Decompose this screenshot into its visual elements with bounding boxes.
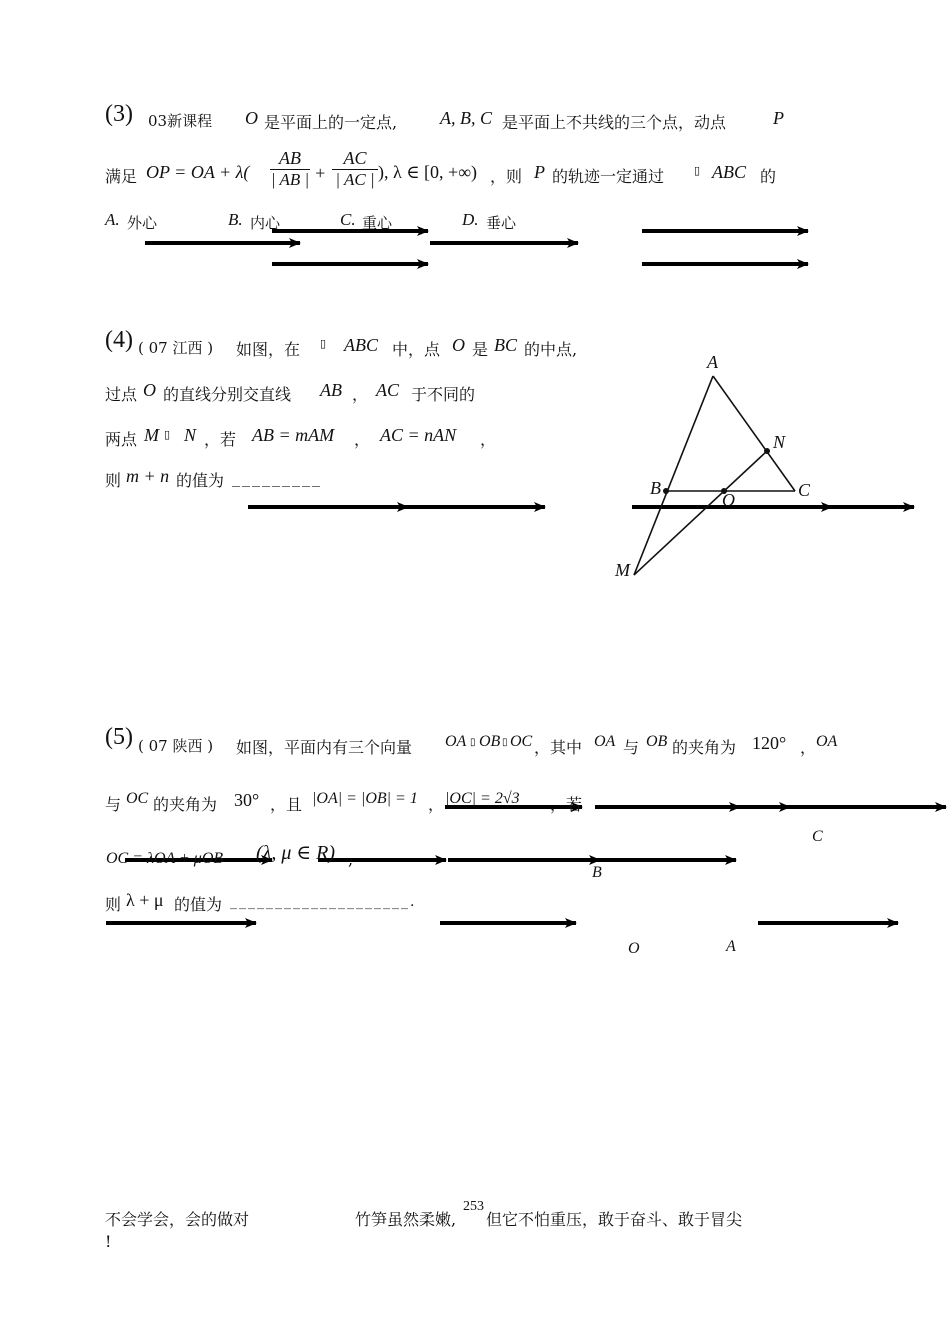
q4-var-n: N [184,425,197,445]
q4-var-bc: BC [494,335,518,355]
q3-var-abc2: ABC [712,162,746,182]
q3-option-c-text: 重心 [362,214,393,232]
fig-line-ma [634,376,713,575]
q4-text: 的直线分别交直线 [163,385,292,404]
q4-var-o: O [143,380,156,400]
q5-text: 则 [105,895,122,914]
q4-text: ， [480,430,497,449]
fig5-label-c: C [812,828,823,845]
q3-option-d-letter: D. [462,210,479,229]
q3-text: 满足 [105,167,138,186]
q3-option-b-letter: B. [228,210,243,229]
q5-vec-oa: OA [445,733,467,750]
q5-norm-oa-ob: |OA| = |OB| = 1 [312,790,418,807]
q4-text: 于不同的 [411,385,476,404]
q4-text: ，若 [204,430,237,449]
fig5-label-a: A [726,938,736,955]
q3-equation-left: OP = OA + λ( [146,162,250,182]
q5-angle-30: 30° [234,790,260,810]
q4-text: 的中点, [524,340,578,359]
missing-glyph-box: ▯ [320,337,327,350]
q3-text: 是平面上不共线的三个点，动点 [502,113,727,132]
q5-text: 的夹角为 [153,795,218,814]
q3-frac1-den: | AB | [270,170,310,189]
q5-vec-ob: OB [646,733,668,750]
q5-vec-oa: OA [816,733,838,750]
q4-var-mn: m + n [126,466,170,486]
fig-label-m: M [615,560,630,580]
q3-frac1-num: AB [279,148,301,168]
q4-number: (4) [105,327,133,353]
fig-label-c: C [798,480,811,500]
q3-source: 03新课程 [148,112,213,130]
q5-text: 如图，平面内有三个向量 [236,738,413,757]
q3-var-o: O [245,108,258,128]
q5-eq-oc: OC = λOA + μOB [106,850,224,867]
fig-point-n [764,448,770,454]
fig-label-a: A [707,352,718,372]
q5-text: 的夹角为 [672,738,737,757]
q5-text: ，其中 [534,738,583,757]
q3-frac2-num: AC [343,148,367,168]
q3-equation-right: ), λ ∈ [0, +∞) [378,162,478,182]
missing-glyph-box: ▯ [502,737,508,748]
footer-right-text-2: 但它不怕重压，敢于奋斗、敢于冒尖 [486,1210,743,1229]
q5-norm-oc: |OC| = 2√3 [445,790,520,807]
fig-point-b [663,488,669,494]
q5-text: ， [428,795,445,814]
q5-text: ，若 [550,795,583,814]
q3-var-p: P [534,162,545,182]
q4-text: 则 [105,471,122,490]
q4-text: 两点 [105,430,138,449]
q3-number: (3) [105,101,133,127]
q3-frac2-den: | AC | [332,169,378,190]
q3-text: 是平面上的一定点, [264,113,398,132]
footer-left-exclaim: ! [105,1232,112,1251]
q4-figure [600,340,920,590]
q5-eq-condition: (λ, μ ∈ R) [256,842,336,864]
q5-answer-blank[interactable]: ____________________. [230,894,417,910]
q4-text: 中，点 [392,340,441,359]
fig5-label-b: B [592,864,602,881]
fig-label-n: N [773,432,786,452]
q4-text: 如图，在 [236,340,301,359]
missing-glyph-box: ▯ [470,737,476,748]
fig-line-mn [634,451,767,575]
footer-left-text: 不会学会，会的做对 [105,1210,250,1229]
q5-vec-oc: OC [510,733,533,750]
page-number: 253 [463,1199,484,1214]
q4-source: ( 07 江西 ) [138,339,214,357]
q3-option-c-letter: C. [340,210,356,229]
q3-option-a-text: 外心 [127,214,158,232]
missing-glyph-box: ▯ [164,428,171,441]
q4-var-ab: AB [320,380,342,400]
fig-label-b: B [650,478,661,498]
q5-vec-ob: OB [479,733,501,750]
fig5-label-o: O [628,940,640,957]
q5-text: 与 [105,795,122,814]
q4-eq-ac: AC = nAN [380,425,457,445]
fig-label-o: O [722,490,735,510]
q4-text: ， [354,430,371,449]
q5-text: ，且 [270,795,303,814]
q4-eq-ab: AB = mAM [252,425,335,445]
q5-text: , [348,850,354,869]
q4-answer-blank[interactable]: _________ [232,468,322,487]
q3-option-b-text: 内心 [250,214,281,232]
q5-text: ， [800,738,817,757]
q4-text: 是 [472,340,489,359]
q3-plus: + [314,163,327,183]
q5-angle-120: 120° [752,733,787,753]
q4-text: 的值为 [176,471,225,490]
q4-var-m: M [144,425,159,445]
missing-glyph-box: ▯ [694,164,701,177]
q5-source: ( 07 陕西 ) [138,737,214,755]
q4-text: ， [352,385,369,404]
q3-option-d-text: 垂心 [486,214,517,232]
q4-var-abc: ABC [344,335,378,355]
q3-option-a-letter: A. [105,210,120,229]
q4-text: 过点 [105,385,138,404]
q5-text: 的值为 [174,895,223,914]
footer-right-text: 竹笋虽然柔嫩, [355,1210,457,1229]
q3-text: 的 [760,167,777,186]
q4-var-o: O [452,335,465,355]
q4-var-ac: AC [376,380,400,400]
q3-var-p: P [773,108,784,128]
q5-var-lm: λ + μ [126,890,164,910]
q5-text: 与 [623,738,640,757]
q5-vec-oa: OA [594,733,616,750]
q3-text: ，则 [490,167,523,186]
q3-text: 的轨迹一定通过 [552,167,665,186]
q3-var-abc: A, B, C [440,108,492,128]
q5-number: (5) [105,724,133,750]
q5-vec-oc: OC [126,790,149,807]
